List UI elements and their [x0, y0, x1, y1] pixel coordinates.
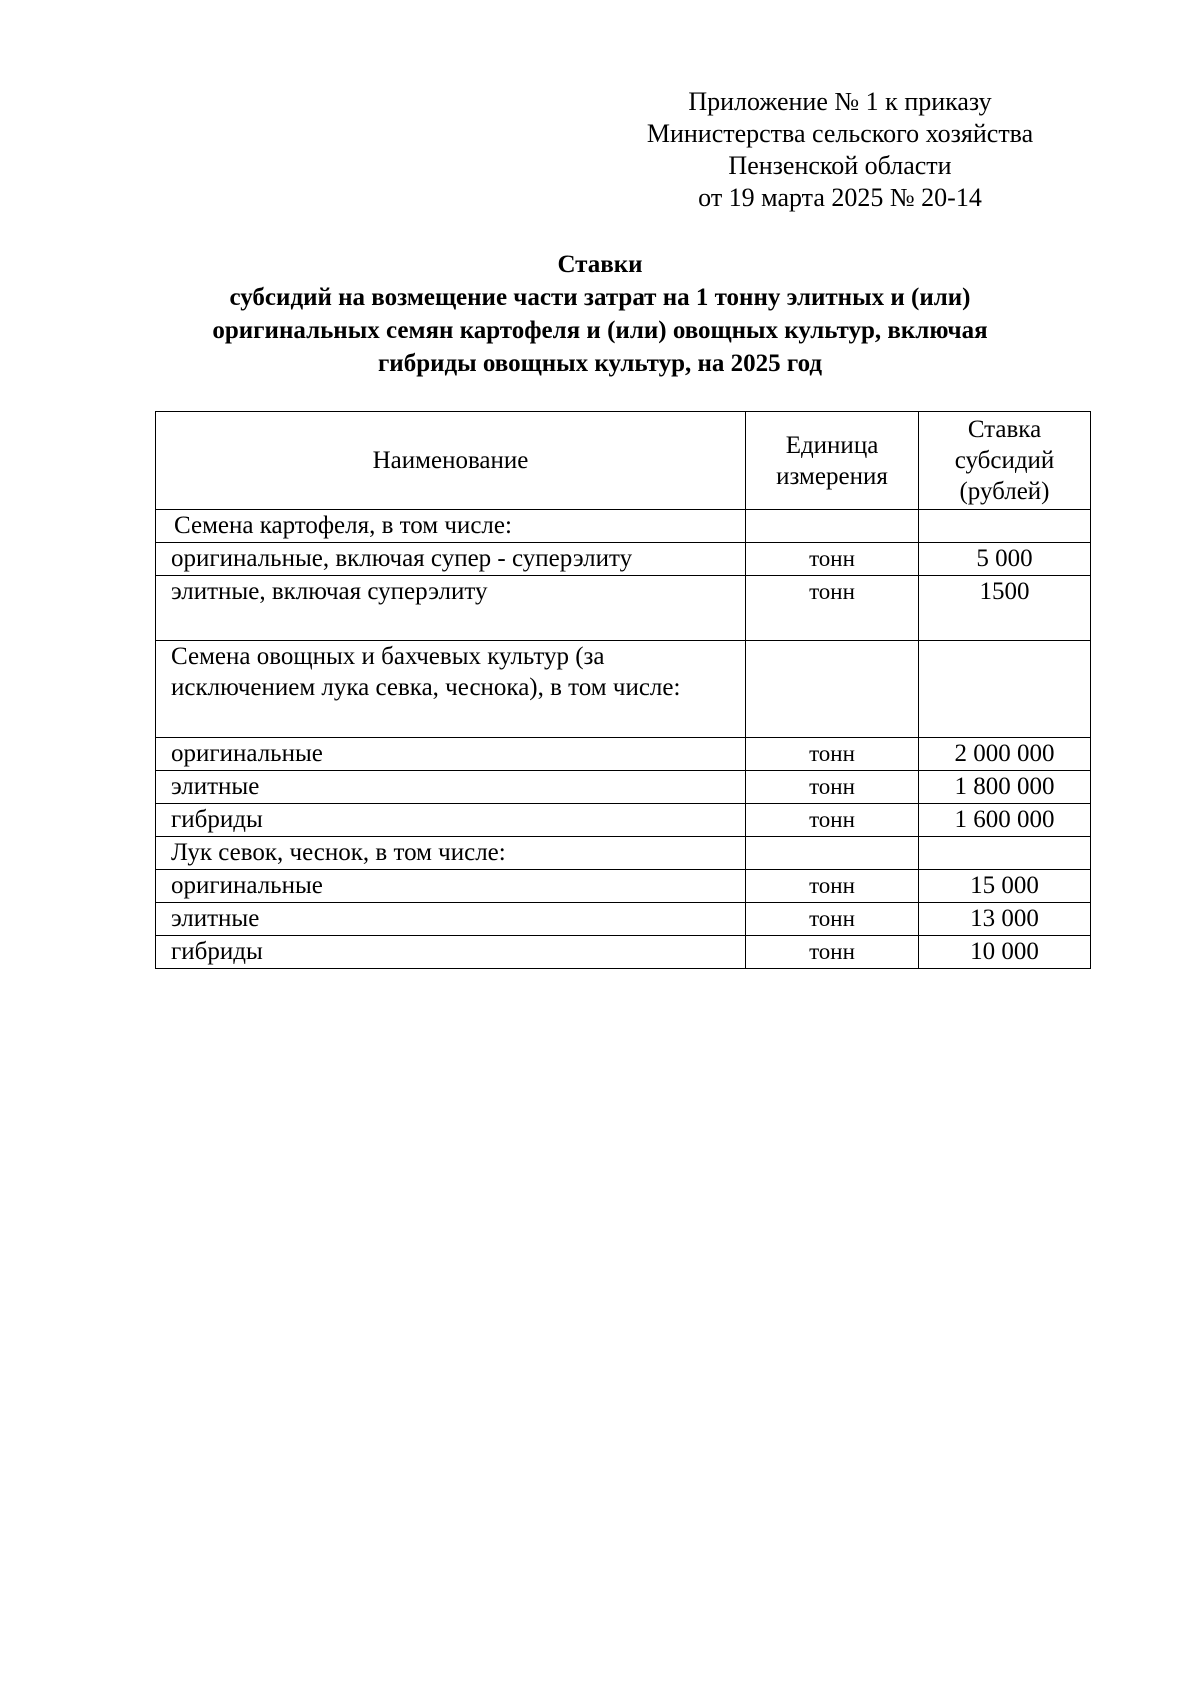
row-rate: 1 800 000	[919, 771, 1091, 804]
appendix-line: Приложение № 1 к приказу	[688, 87, 992, 116]
row-name: оригинальные, включая супер - суперэлиту	[156, 543, 746, 576]
header-unit	[746, 412, 919, 510]
row-name: элитные, включая суперэлиту	[156, 576, 746, 641]
row-rate: 2 000 000	[919, 738, 1091, 771]
row-unit	[746, 641, 919, 738]
row-rate: 13 000	[919, 903, 1091, 936]
row-unit	[746, 510, 919, 543]
header-rate-line: (рублей)	[959, 478, 1050, 505]
row-unit: тонн	[746, 936, 919, 969]
row-unit: тонн	[746, 738, 919, 771]
row-rate: 1 600 000	[919, 804, 1091, 837]
row-unit: тонн	[746, 771, 919, 804]
header-rate	[919, 412, 1091, 510]
table-row	[156, 870, 1091, 903]
appendix-line: Пензенской области	[728, 151, 952, 180]
row-rate: 10 000	[919, 936, 1091, 969]
table-row	[156, 837, 1091, 870]
row-rate	[919, 510, 1091, 543]
row-unit: тонн	[746, 903, 919, 936]
table-header-row	[156, 412, 1091, 510]
row-name: оригинальные	[156, 870, 746, 903]
subsidy-rates-table	[155, 411, 1091, 969]
row-rate: 15 000	[919, 870, 1091, 903]
table-row	[156, 641, 1091, 738]
row-name: элитные	[156, 771, 746, 804]
row-rate: 1500	[919, 576, 1091, 641]
header-unit-line: Единица	[785, 431, 879, 459]
title-line: гибриды овощных культур, на 2025 год	[377, 350, 823, 377]
title-heading: Ставки	[557, 251, 643, 278]
row-rate: 5 000	[919, 543, 1091, 576]
row-name: гибриды	[156, 804, 746, 837]
table-row	[156, 543, 1091, 576]
header-unit-line: измерения	[776, 462, 888, 490]
appendix-line: Министерства сельского хозяйства	[646, 119, 1034, 148]
table-row	[156, 936, 1091, 969]
title-line: оригинальных семян картофеля и (или) овощных культур, включая	[212, 317, 988, 344]
row-name: элитные	[156, 903, 746, 936]
header-name: Наименование	[156, 412, 746, 510]
row-name: Семена овощных и бахчевых культур (за исключением лука севка, чеснока), в том числе:	[156, 641, 746, 738]
table-row	[156, 903, 1091, 936]
header-rate-line: Ставка	[967, 416, 1042, 443]
row-unit: тонн	[746, 870, 919, 903]
row-name: оригинальные	[156, 738, 746, 771]
row-unit: тонн	[746, 576, 919, 641]
row-name: Лук севок, чеснок, в том числе:	[156, 837, 746, 870]
row-rate	[919, 641, 1091, 738]
table-row	[156, 576, 1091, 641]
row-unit: тонн	[746, 804, 919, 837]
table-row	[156, 771, 1091, 804]
row-unit: тонн	[746, 543, 919, 576]
row-rate	[919, 837, 1091, 870]
row-unit	[746, 837, 919, 870]
document-title	[140, 248, 1060, 380]
appendix-reference	[600, 86, 1080, 214]
table-row	[156, 738, 1091, 771]
header-rate-line: субсидий	[954, 447, 1055, 474]
row-name: Семена картофеля, в том числе:	[156, 510, 746, 543]
title-line: субсидий на возмещение части затрат на 1 тонну элитных и (или)	[229, 284, 971, 311]
appendix-line: от 19 марта 2025 № 20-14	[698, 183, 982, 212]
table-row	[156, 510, 1091, 543]
row-name: гибриды	[156, 936, 746, 969]
table-row	[156, 804, 1091, 837]
